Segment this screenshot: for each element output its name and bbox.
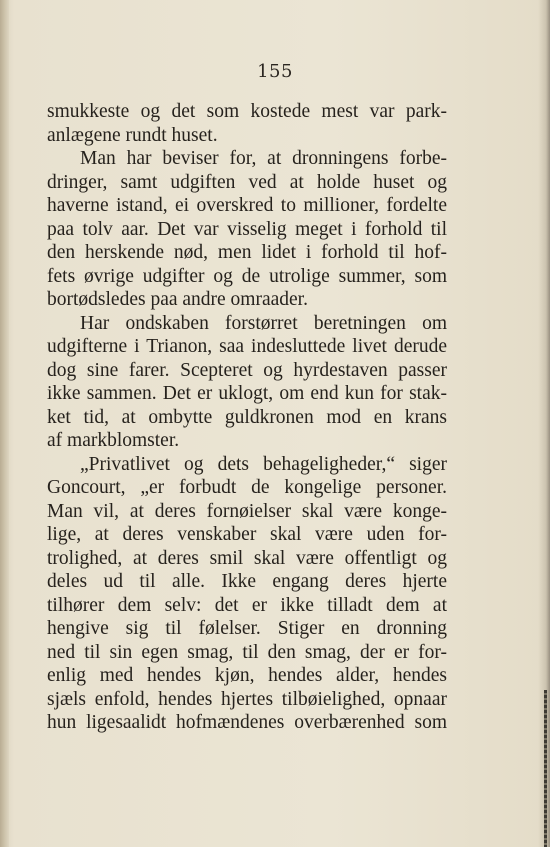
page-gutter-edge (0, 0, 9, 847)
text-line: dog sine farer. Scepteret og hyrdestaven passer (47, 359, 447, 381)
text-line: paa tolv aar. Det var visselig meget i forhold til (47, 218, 447, 240)
text-line: hengive sig til følelser. Stiger en dronning (47, 618, 447, 639)
binding-thread (544, 690, 547, 847)
text-line: tilhører dem selv: det er ikke tilladt dem at (47, 594, 447, 616)
text-line: ket tid, at ombytte guldkronen mod en krans (47, 406, 447, 428)
text-line: Goncourt, „er forbudt de kongelige personer. (47, 477, 447, 498)
text-line: ned til sin egen smag, til den smag, der er for- (47, 641, 447, 663)
body-text (47, 100, 447, 735)
text-line: dringer, samt udgiften ved at holde huset og (47, 171, 447, 193)
page-number: 155 (257, 61, 293, 82)
text-line: den herskende nød, men lidet i forhold til hof- (47, 242, 447, 263)
text-line: fets øvrige udgifter og de utrolige summer, som (47, 265, 447, 287)
text-line: trolighed, at deres smil skal være offentligt og (47, 547, 447, 569)
text-line: Har ondskaben forstørret beretningen om (80, 312, 447, 334)
text-line: anlægene rundt huset. (47, 124, 218, 146)
text-line: lige, at deres venskaber skal være uden for- (47, 524, 447, 545)
text-line: deles ud til alle. Ikke engang deres hjerte (47, 571, 447, 592)
text-line: udgifterne i Trianon, saa indesluttede livet derude (47, 336, 447, 357)
text-line: af markblomster. (47, 430, 180, 451)
text-line: bortødsledes paa andre omraader. (47, 289, 308, 310)
text-line: haverne istand, ei overskred to millioner, fordelte (47, 195, 447, 216)
text-line: enlig med hendes kjøn, hendes alder, hendes (47, 665, 447, 686)
text-line: „Privatlivet og dets behageligheder,“ siger (80, 453, 447, 475)
text-line: ikke sammen. Det er uklogt, om end kun for stak- (47, 383, 447, 404)
text-line: hun ligesaalidt hofmændenes overbærenhed som (47, 712, 447, 733)
text-line: Man har beviser for, at dronningens forbe- (80, 148, 447, 169)
text-line: Man vil, at deres fornøielser skal være konge- (47, 500, 447, 522)
text-line: sjæls enfold, hendes hjertes tilbøielighed, opnaar (47, 688, 447, 710)
text-line: smukkeste og det som kostede mest var park- (47, 101, 447, 122)
